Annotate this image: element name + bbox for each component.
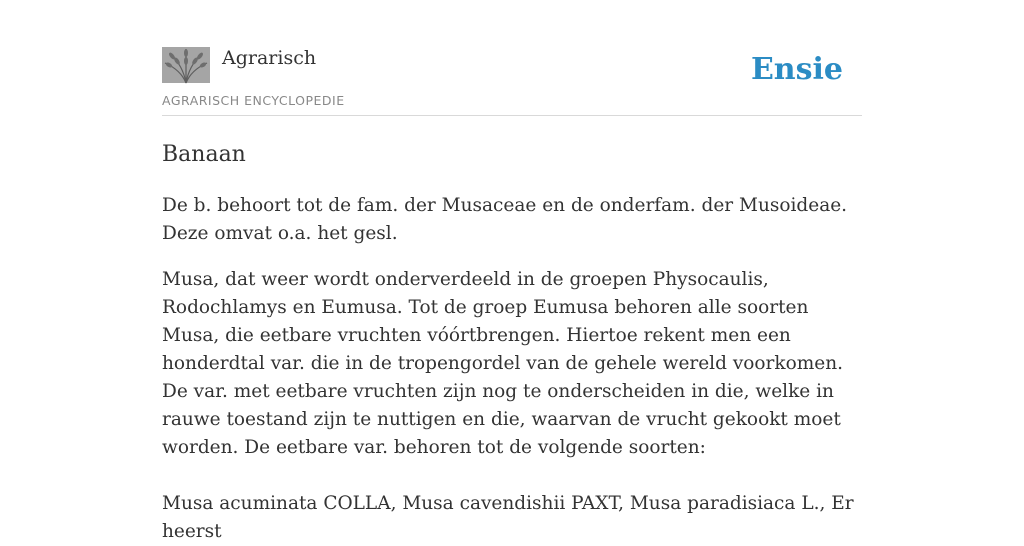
article-paragraph: Musa, dat weer wordt onderverdeeld in de groepen Physocaulis, Rodochlamys en Eumusa. Tot de groep Eumusa behoren alle soorten Musa, die eetbare vruchten vóórtbrengen. Hiertoe rekent men een honderdtal var. die in de tropengordel van de gehele wereld voorkomen. De var. met eetbare vruchten zijn nog te onderscheiden in die, welke in rauwe toestand zijn te nuttigen en die, waarvan de vrucht gekookt moet worden. De eetbare var. behoren tot de volgende soorten: bbox=[162, 269, 844, 458]
encyclopedia-subtitle[interactable]: AGRARISCH ENCYCLOPEDIE bbox=[162, 93, 345, 108]
article-paragraph: De b. behoort tot de fam. der Musaceae en de onderfam. der Musoideae. Deze omvat o.a. het gesl. bbox=[162, 195, 848, 244]
publisher-name[interactable]: Agrarisch bbox=[222, 47, 317, 69]
page bbox=[162, 0, 862, 546]
wheat-logo-icon[interactable] bbox=[162, 47, 210, 83]
article-title: Banaan bbox=[162, 142, 246, 167]
article-paragraph: Musa acuminata COLLA, Musa cavendishii PAXT, Musa paradisiaca L., Er heerst bbox=[162, 493, 854, 542]
ensie-brand-logo[interactable]: Ensie bbox=[750, 52, 843, 87]
header bbox=[162, 46, 862, 116]
